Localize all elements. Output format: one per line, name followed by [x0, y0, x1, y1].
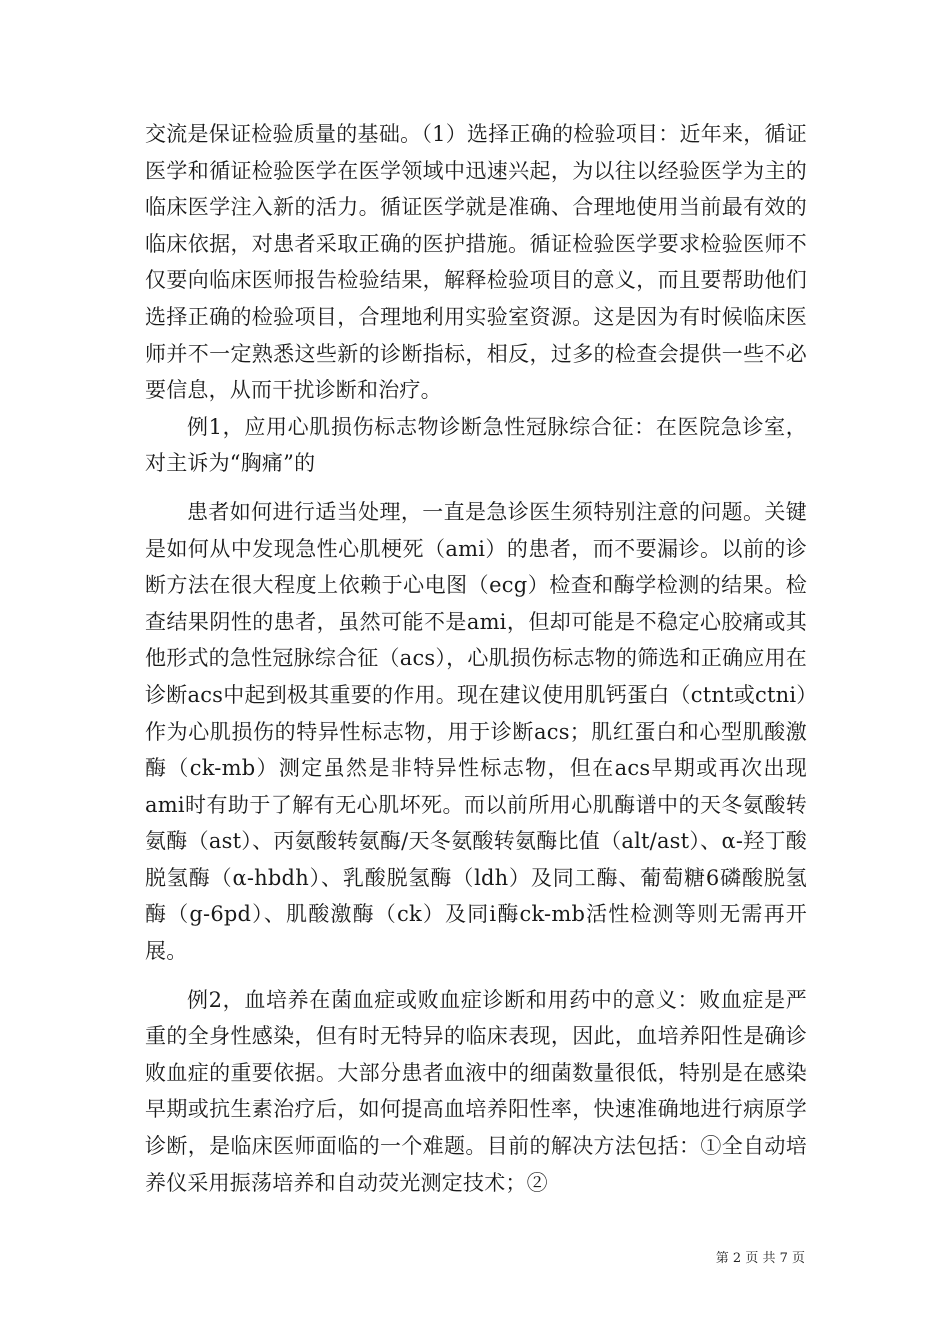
paragraph-example-1-heading: 例1，应用心肌损伤标志物诊断急性冠脉综合征：在医院急诊室，对主诉为“胸痛”的: [145, 414, 807, 476]
page-number: 第 2 页 共 7 页: [715, 1251, 805, 1266]
body-text: [145, 116, 807, 1201]
paragraph-example-1-body: 患者如何进行适当处理，一直是急诊医生须特别注意的问题。关键是如何从中发现急性心肌梗死（ami）的患者，而不要漏诊。以前的诊断方法在很大程度上依赖于心电图（ecg）检查和酶学检测的结果。检查结果阴性的患者，虽然可能不是ami，但却可能是不稳定心胶痛或其他形式的急性冠脉综合征（acs），心肌损伤标志物的筛选和正确应用在诊断acs中起到极其重要的作用。现在建议使用肌钙蛋白（ctnt或ctni）作为心肌损伤的特异性标志物，用于诊断acs；肌红蛋白和心型肌酸激酶（ck-mb）测定虽然是非特异性标志物，但在acs早期或再次出现ami时有助于了解有无心肌坏死。而以前所用心肌酶谱中的天冬氨酸转氨酶（ast）、丙氨酸转氨酶/天冬氨酸转氨酶比值（alt/ast）、α-羟丁酸脱氢酶（α-hbdh）、乳酸脱氢酶（ldh）及同工酶、葡萄糖6磷酸脱氢酶（g-6pd）、肌酸激酶（ck）及同i酶ck-mb活性检测等则无需再开展。: [145, 499, 807, 964]
paragraph-example-2: 例2，血培养在菌血症或败血症诊断和用药中的意义：败血症是严重的全身性感染，但有时无特异的临床表现，因此，血培养阳性是确诊败血症的重要依据。大部分患者血液中的细菌数量很低，特别是在感染早期或抗生素治疗后，如何提高血培养阳性率，快速准确地进行病原学诊断，是临床医师面临的一个难题。目前的解决方法包括：①全自动培养仪采用振荡培养和自动荧光测定技术；②: [145, 987, 807, 1195]
paragraph-continuation: 交流是保证检验质量的基础。（1）选择正确的检验项目：近年来，循证医学和循证检验医学在医学领域中迅速兴起，为以往以经验医学为主的临床医学注入新的活力。循证医学就是准确、合理地使用当前最有效的临床依据，对患者采取正确的医护措施。循证检验医学要求检验医师不仅要向临床医师报告检验结果，解释检验项目的意义，而且要帮助他们选择正确的检验项目，合理地利用实验室资源。这是因为有时候临床医师并不一定熟悉这些新的诊断指标，相反，过多的检查会提供一些不必要信息，从而干扰诊断和治疗。: [145, 122, 807, 403]
